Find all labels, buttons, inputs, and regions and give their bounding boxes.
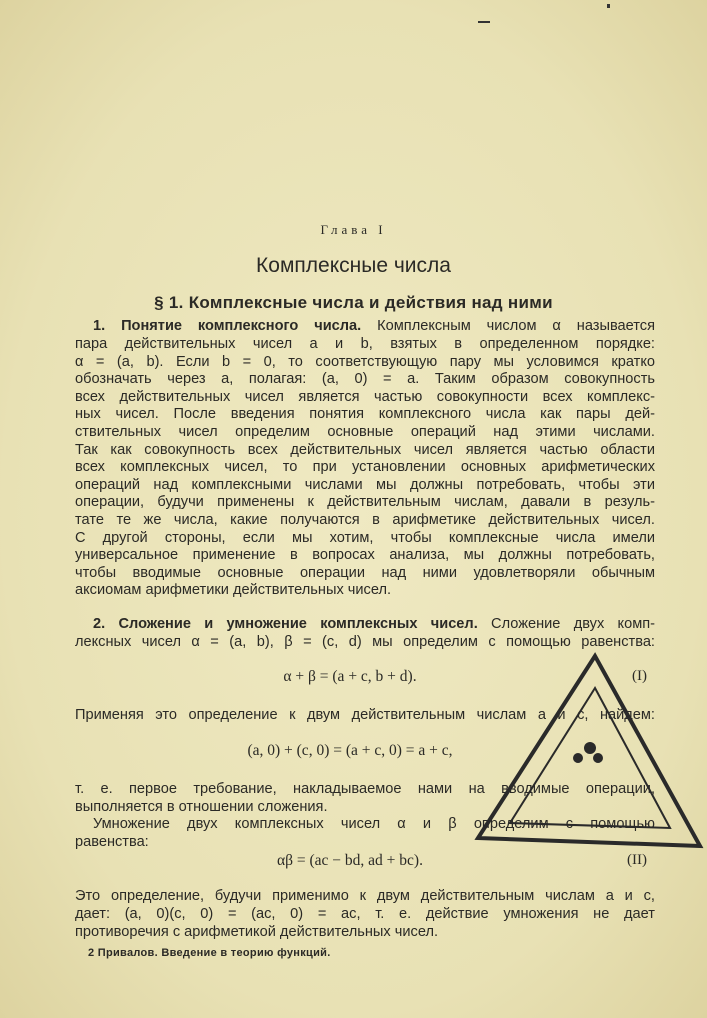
text-line: ных чисел. После введения понятия комплексного числа как пары дей- [75,406,655,423]
text-line: обозначать через a, полагая: (a, 0) = a. Таким образом совокупность [75,371,655,388]
text-line: всех действительных чисел является частью совокупности всех комплекс- [75,388,655,405]
formula-addition: α + β = (a + c, b + d). [283,668,417,685]
text-line: Это определение, будучи применимо к двум действительным числам a и c, [75,888,655,904]
paragraph-2-first-line [93,615,655,633]
text-line: т. е. первое требование, накладываемое нами на вводимые операции, [75,781,655,797]
text-line: аксиомам арифметики действительных чисел. [75,582,392,599]
page-footer: 2 Привалов. Введение в теорию функций. [88,947,331,959]
equation-label: (II) [627,852,647,868]
scan-mark [478,21,490,23]
text-line: операции, будучи применены к действительным числам, давали в резуль- [75,494,655,511]
text-line: ствительных чисел определим основные операций над этими числами. [75,424,655,440]
paragraph-2-lead-rest: Сложение двух комп- [491,616,655,632]
text-line: лексных чисел α = (a, b), β = (c, d) мы определим с помощью равенства: [75,634,655,650]
chapter-label: Глава I [320,222,387,237]
scan-mark [607,4,610,8]
text-line: операций над комплексными числами мы должны потребовать, чтобы эти [75,476,655,493]
text-line: всех комплексных чисел, то при установлении основных арифметических [75,459,655,476]
paragraph-1-lead: 1. Понятие комплексного числа. [93,318,362,334]
chapter-title: Комплексные числа [256,254,451,277]
text-line: Применяя это определение к двум действительным числам a и c, найдем: [75,707,655,723]
section-title: § 1. Комплексные числа и действия над ними [154,293,553,312]
text-line: Так как совокупность всех действительных чисел является частью области [75,441,655,458]
text-line: равенства: [75,834,149,850]
library-stamp [470,648,707,858]
text-line: универсальное применение в вопросах анализа, мы должны потребовать, [75,547,655,564]
text-line: α = (a, b). Если b = 0, то соответствующую пару мы условимся кратко [75,353,655,370]
text-line: дает: (a, 0)(c, 0) = (ac, 0) = ac, т. е. действие умножения не дает [75,906,655,922]
text-line: противоречия с арифметикой действительных чисел. [75,924,439,940]
text-line: Умножение двух комплексных чисел α и β определим с помощью [93,816,655,832]
text-line: тате те же числа, какие получаются в арифметике действительных чисел. [75,512,655,528]
paragraph-1-lead-rest: Комплексным числом α называется [377,318,656,334]
text-line: чтобы вводимые основные операции над ними удовлетворяли обычным [75,564,655,581]
formula-multiplication: αβ = (ac − bd, ad + bc). [277,852,423,869]
paragraph-1-first-line [93,317,655,335]
formula-real-addition: (a, 0) + (c, 0) = (a + c, 0) = a + c, [247,742,453,759]
paragraph-2-lead: 2. Сложение и умножение комплексных чисел. [93,616,478,632]
text-line: пара действительных чисел a и b, взятых в определенном порядке: [75,336,655,352]
text-line: выполняется в отношении сложения. [75,799,328,815]
equation-label: (I) [632,668,647,684]
text-line: С другой стороны, если мы хотим, чтобы комплексные числа имели [75,529,655,546]
